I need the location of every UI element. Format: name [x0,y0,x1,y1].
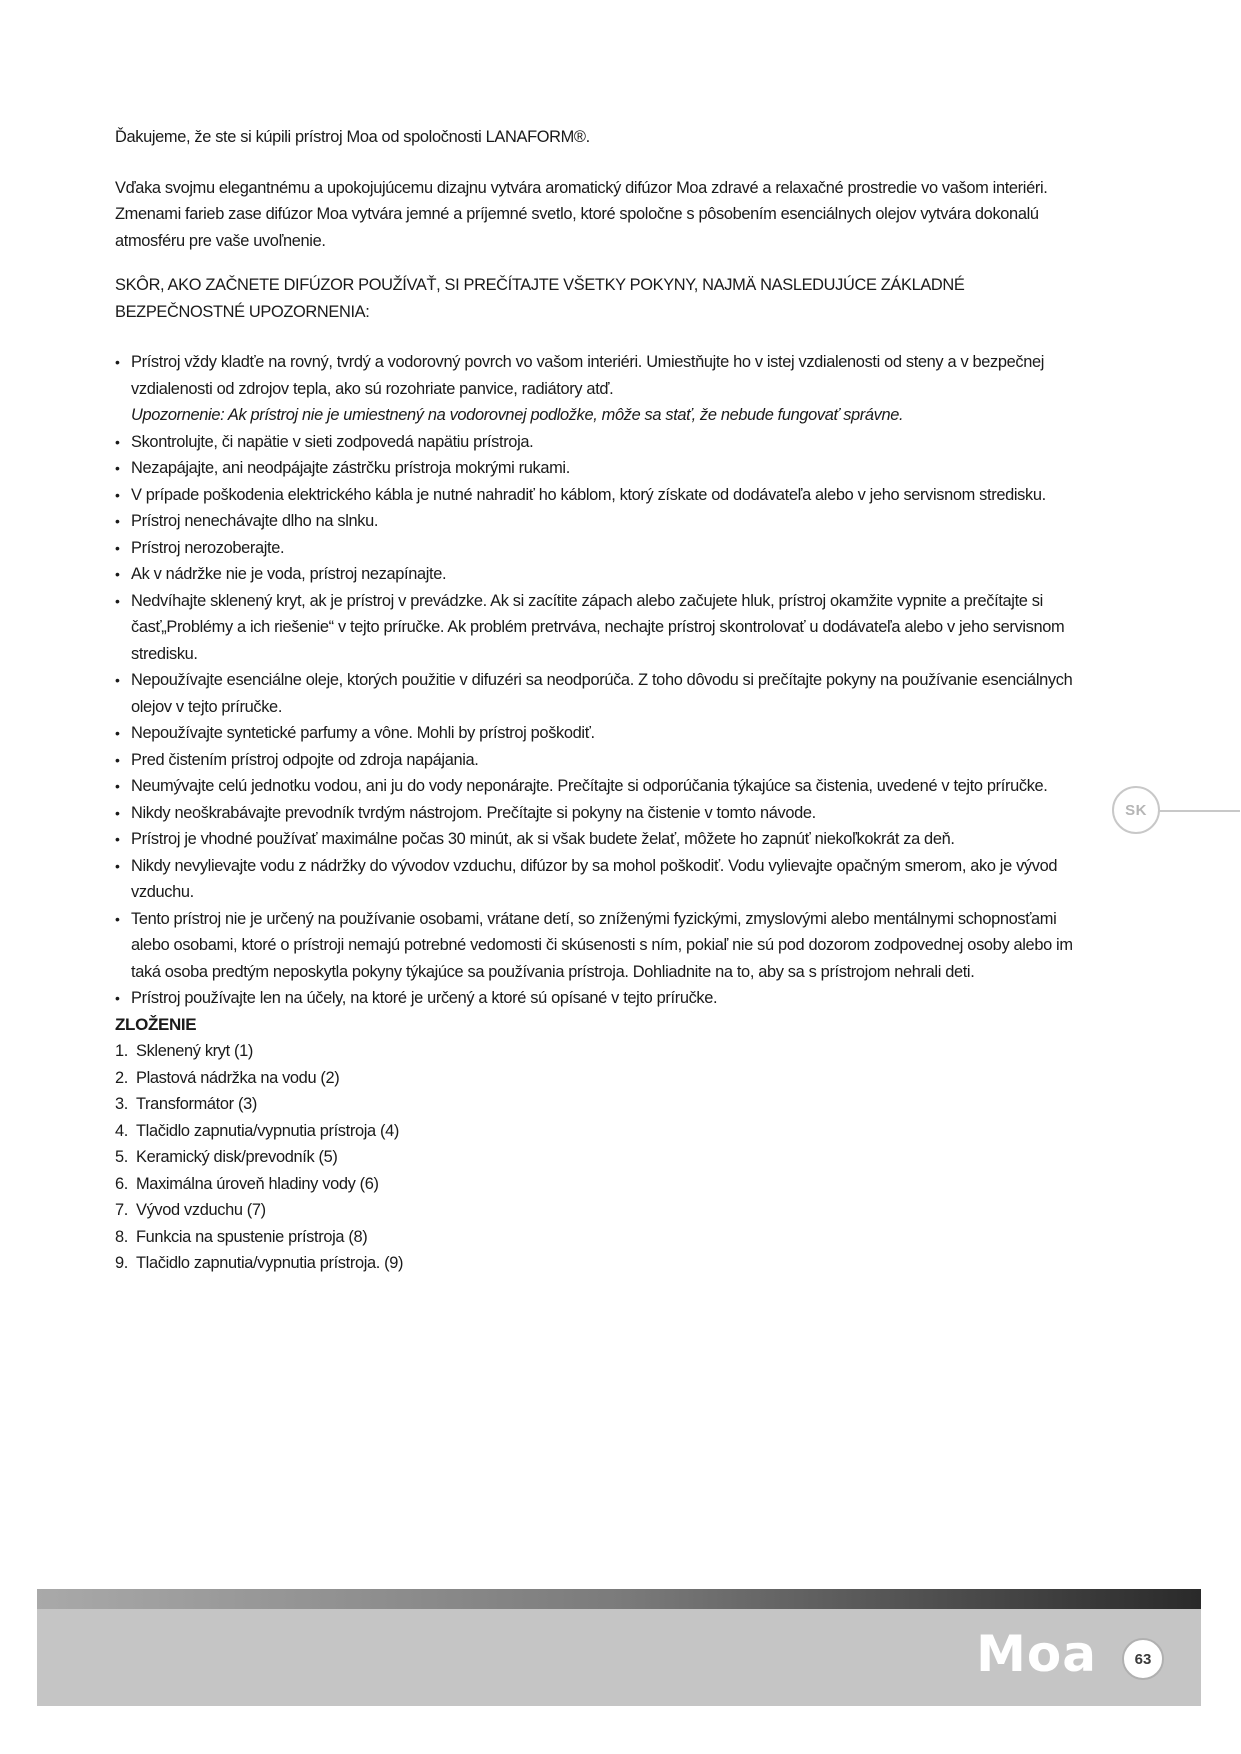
intro-description: Vďaka svojmu elegantnému a upokojujúcemu dizajnu vytvára aromatický difúzor Moa zdravé a relaxačné prostredie vo vašom interiéri. Zmenami farieb zase difúzor Moa vytvára jemné a príjemné svetlo, ktoré spoločne s pôsobením esenciálnych olejov vytvára dokonalú atmosféru pre vaše uvoľnenie. [115,178,1048,250]
safety-item: • Prístroj vždy kladťe na rovný, tvrdý a vodorovný povrch vo vašom interiéri. Umiestňujte ho v istej vzdialenosti od steny a v bezpečnej vzdialenosti od zdrojov tepla, ako sú rozohriate panvice, radiátory atď. Upozornenie: Ak prístroj nie je umiestnený na vodorovnej podložke, môže sa stať, že nebude fungovať správne. [115,349,1075,429]
safety-list [115,349,1075,1012]
language-tab-line [1158,810,1240,812]
safety-heading: SKÔR, AKO ZAČNETE DIFÚZOR POUŽÍVAŤ, SI PREČÍTAJTE VŠETKY POKYNY, NAJMÄ NASLEDUJÚCE ZÁKLADNÉ BEZPEČNOSTNÉ UPOZORNENIA: [115,276,965,321]
manual-page-content [115,124,1075,1277]
safety-item: • Prístroj používajte len na účely, na ktoré je určený a ktoré sú opísané v tejto príručke. [115,985,1075,1012]
parts-title: ZLOŽENIE [115,1014,197,1034]
safety-item: • Nepoužívajte syntetické parfumy a vône. Mohli by prístroj poškodiť. [115,720,1075,747]
safety-item: • Prístroj je vhodné používať maximálne počas 30 minút, ak si však budete želať, môžete ho zapnúť niekoľkokrát za deň. [115,826,1075,853]
safety-item: • Nepoužívajte esenciálne oleje, ktorých použitie v difuzéri sa neodporúča. Z toho dôvodu si prečítajte pokyny na používanie esenciálnych olejov v tejto príručke. [115,667,1075,720]
language-tab [1112,786,1240,834]
parts-item: 4. Tlačidlo zapnutia/vypnutia prístroja (4) [115,1121,399,1140]
footer-stripe [37,1589,1201,1609]
brand-logo: Moa [976,1625,1097,1683]
safety-item: • Nezapájajte, ani neodpájajte zástrčku prístroja mokrými rukami. [115,455,1075,482]
parts-list [115,1038,1075,1277]
parts-item: 5. Keramický disk/prevodník (5) [115,1148,338,1166]
safety-item: • Prístroj nenechávajte dlho na slnku. [115,508,1075,535]
language-badge: SK [1112,786,1160,834]
safety-item: • V prípade poškodenia elektrického kábla je nutné nahradiť ho káblom, ktorý získate od dodávateľa alebo v jeho servisnom stredisku. [115,482,1075,509]
parts-item: 2. Plastová nádržka na vodu (2) [115,1068,340,1087]
page-number: 63 [1122,1638,1164,1680]
safety-item: • Neumývajte celú jednotku vodou, ani ju do vody neponárajte. Prečítajte si odporúčania týkajúce sa čistenia, uvedené v tejto príručke. [115,773,1075,800]
parts-item: 8. Funkcia na spustenie prístroja (8) [115,1227,368,1246]
safety-item: • Nikdy nevylievajte vodu z nádržky do vývodov vzduchu, difúzor by sa mohol poškodiť. Vodu vylievajte opačným smerom, ako je vývod vzduchu. [115,853,1075,906]
parts-item: 9. Tlačidlo zapnutia/vypnutia prístroja. (9) [115,1254,404,1272]
safety-item: • Nikdy neoškrabávajte prevodník tvrdým nástrojom. Prečítajte si pokyny na čistenie v tomto návode. [115,800,1075,827]
safety-item: • Prístroj nerozoberajte. [115,535,1075,562]
safety-item: • Nedvíhajte sklenený kryt, ak je prístroj v prevádzke. Ak si zacítite zápach alebo začujete hluk, prístroj okamžite vypnite a prečítajte si časť„Problémy a ich riešenie“ v tejto príručke. Ak problém pretrváva, nechajte prístroj skontrolovať u dodávateľa alebo v jeho servisnom stredisku. [115,588,1075,668]
footer-band [37,1589,1201,1706]
parts-item: 7. Vývod vzduchu (7) [115,1201,266,1219]
safety-note: Upozornenie: Ak prístroj nie je umiestnený na vodorovnej podložke, môže sa stať, že nebude fungovať správne. [131,406,904,424]
safety-item: • Tento prístroj nie je určený na používanie osobami, vrátane detí, so zníženými fyzickými, zmyslovými alebo mentálnymi schopnosťami alebo osobami, ktoré o prístroji nemajú potrebné vedomosti či skúsenosti s ním, pokiaľ nie sú pod dozorom zodpovednej osoby alebo im taká osoba predtým neposkytla pokyny týkajúce sa používania prístroja. Dohliadnite na to, aby sa s prístrojom nehrali deti. [115,906,1075,986]
parts-item: 3. Transformátor (3) [115,1095,257,1113]
safety-item: • Skontrolujte, či napätie v sieti zodpovedá napätiu prístroja. [115,429,1075,456]
parts-item: 6. Maximálna úroveň hladiny vody (6) [115,1174,379,1193]
safety-item: • Ak v nádržke nie je voda, prístroj nezapínajte. [115,561,1075,588]
intro-thanks: Ďakujeme, že ste si kúpili prístroj Moa od spoločnosti LANAFORM®. [115,128,590,146]
parts-item: 1. Sklenený kryt (1) [115,1042,254,1060]
safety-item: • Pred čistením prístroj odpojte od zdroja napájania. [115,747,1075,774]
